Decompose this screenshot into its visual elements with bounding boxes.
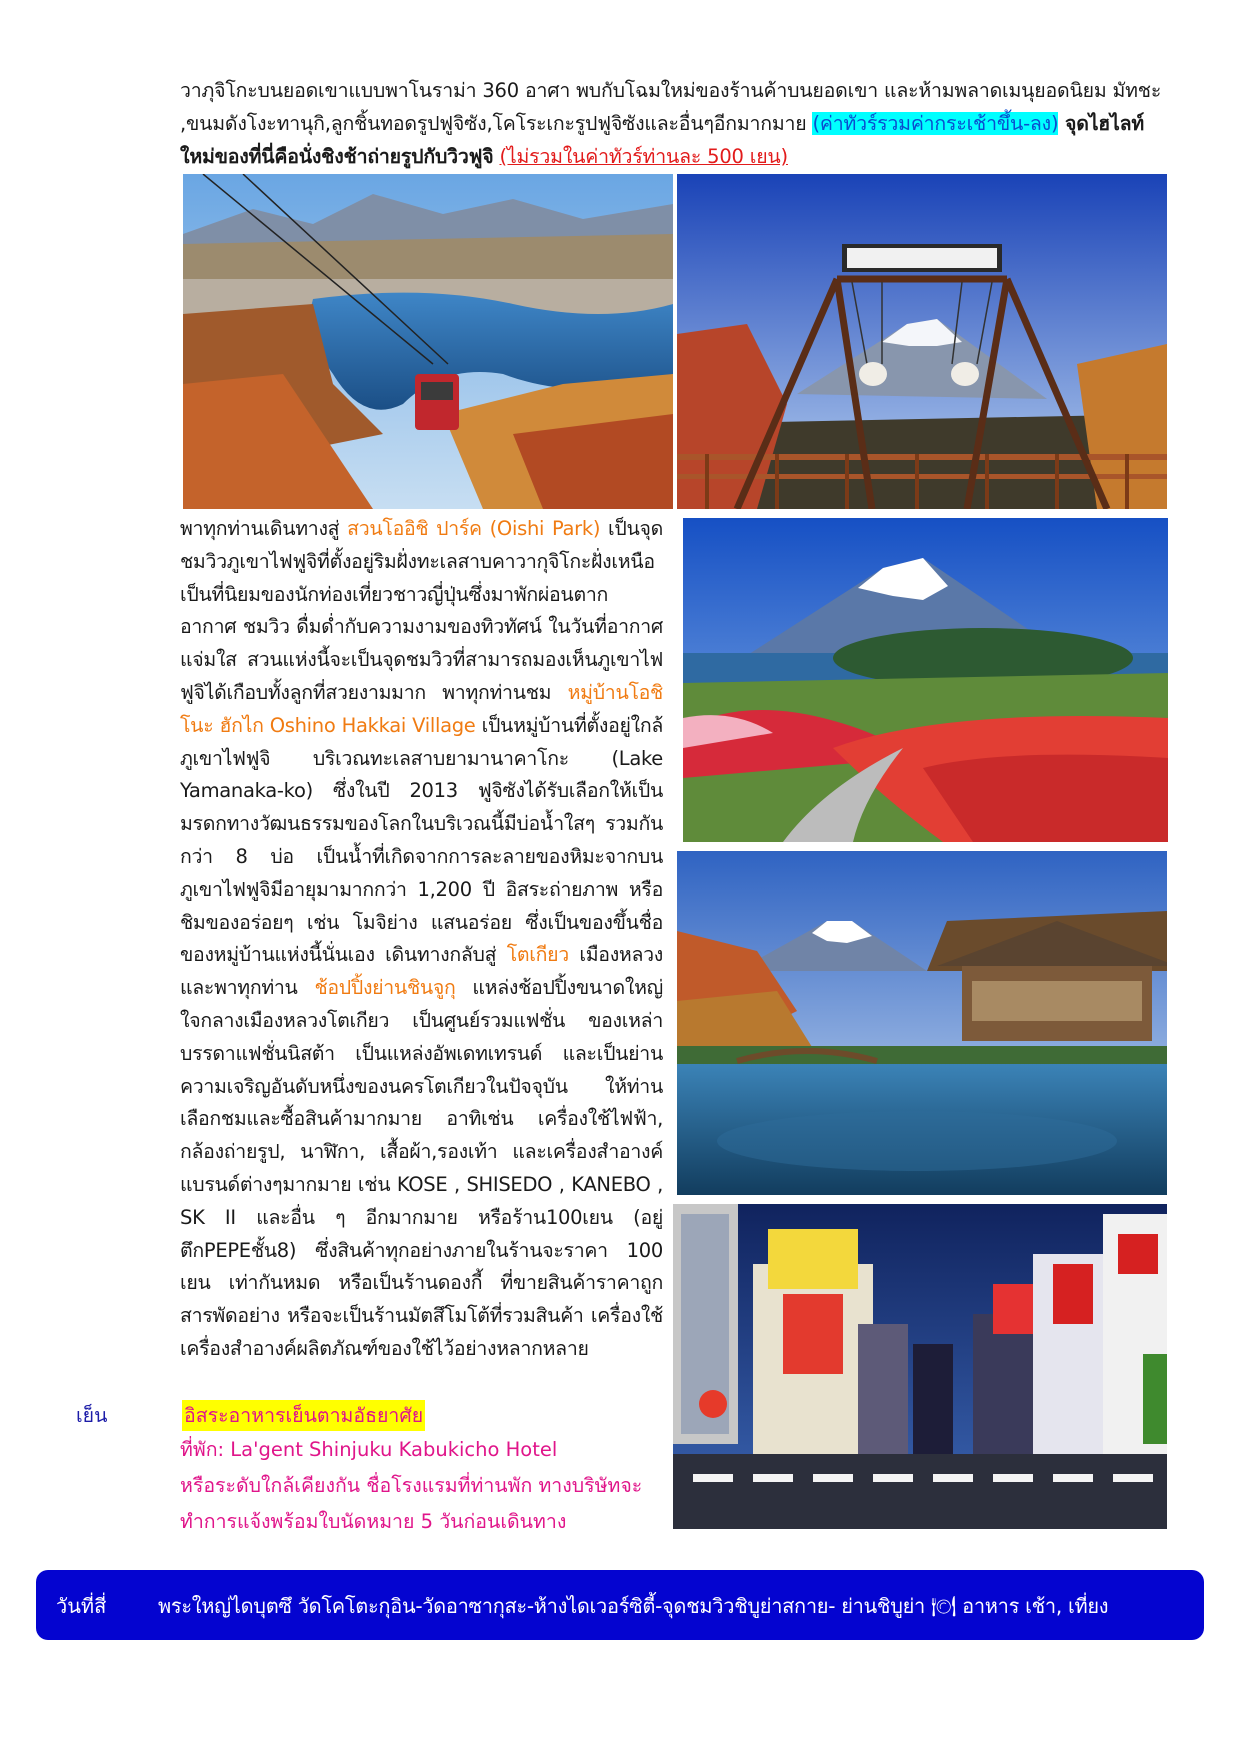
shinjuku-street-photo [673, 1204, 1167, 1529]
shinjuku-shopping-name: ช้อปปิ้งย่านชินจูกุ [314, 976, 456, 1000]
swing-price-note: (ไม่รวมในค่าทัวร์ท่านละ 500 เยน) [499, 145, 788, 168]
oishi-park-photo [683, 518, 1168, 842]
intro-paragraph [180, 74, 1170, 173]
evening-label: เย็น [76, 1404, 108, 1427]
ropeway-photo [183, 174, 673, 509]
hotel-note-2: ทำการแจ้งพร้อมใบนัดหมาย 5 วันก่อนเดินทาง [180, 1510, 567, 1533]
hotel-name: ที่พัก: La'gent Shinjuku Kabukicho Hotel [180, 1438, 558, 1461]
day-four-label: วันที่สี่ [56, 1594, 107, 1618]
intro-line1: วาภุจิโกะบนยอดเขาแบบพาโนราม่า 360 อาศา พบกับโฉมใหม่ของร้านค้าบนยอดเขา และห้ามพลาดเมนุยอดนิยม มัทชะ [180, 79, 1162, 102]
body-text-3: เป็นหมู่บ้านที่ตั้งอยู่ใกล้ภูเขาไฟฟูจิ บริเวณทะเลสาบยามานาคาโกะ (Lake Yamanaka-ko) ซึ่งในปี 2013 ฟูจิซังได้รับเลือกให้เป็นมรดกทางวัฒนธรรมของโลกในบริเวณนี้มีบ่อน้ำใสๆ รวมกันกว่า 8 บ่อ เป็นน้ำที่เกิดจากการละลายของหิมะจากบนภูเขาไฟฟูจิมีอายุมามากกว่า 1,200 ปี อิสระถ่ายภาพ หรือ ชิมของอร่อยๆ เช่น โมจิย่าง แสนอร่อย ซึ่งเป็นของขึ้นชื่อของหมู่บ้านแห่งนี้นั่นเอง เดินทางกลับสู่ [180, 713, 663, 967]
main-description [180, 513, 663, 1366]
oishi-park-name: สวนโออิชิ ปาร์ค (Oishi Park) [347, 517, 601, 540]
cable-car-note: (ค่าทัวร์รวมค่ากระเช้าขึ้น-ลง) [812, 112, 1059, 135]
highlight-text-b: ใหม่ของที่นี่คือนั่งชิงช้าถ่ายรูปกับวิวฟูจิ [180, 145, 494, 168]
body-text-2: เป็นจุดชมวิวภูเขาไฟฟูจิที่ตั้งอยู่ริมฝั่งทะเลสาบคาวากุจิโกะฝั่งเหนือ เป็นที่นิยมของนักท่องเที่ยวชาวญี่ปุ่นซึ่งมาพักผ่อนตากอากาศ ชมวิว ดื่มด่ำกับความงามของทิวทัศน์ ในวันที่อากาศแจ่มใส สวนแห่งนี้จะเป็นจุดชมวิวที่สามารถมองเห็นภูเขาไฟฟูจิได้เกือบทั้งลูกที่สวยงามมาก พาทุกท่านชม [180, 517, 663, 704]
tokyo-name: โตเกียว [506, 943, 569, 967]
intro-line2: ,ขนมดังโงะทานุกิ,ลูกชิ้นทอดรูปฟูจิซัง,โคโระเกะรูปฟูจิซังและอื่นๆอีกมากมาย [180, 112, 813, 135]
evening-meal-note: อิสระอาหารเย็นตามอัธยาศัย [182, 1400, 425, 1431]
body-text-4: เมืองหลวง และพาทุกท่าน [180, 943, 663, 1000]
hotel-note-1: หรือระดับใกล้เคียงกัน ชื่อโรงแรมที่ท่านพัก ทางบริษัทจะ [180, 1474, 643, 1497]
day-four-banner [36, 1570, 1204, 1640]
body-text-1: พาทุกท่านเดินทางสู่ [180, 517, 348, 540]
oshino-hakkai-photo [677, 851, 1167, 1195]
oshino-village-name: หมู่บ้านโอชิโนะ ฮักไก Oshino Hakkai Village [180, 680, 663, 737]
day-four-itinerary: พระใหญ่ไดบุตซึ วัดโคโตะกุอิน-วัดอาซากุสะ-ห้างไดเวอร์ซิตี้-จุดชมวิวชิบูย่าสกาย- ย่านชิบูย่า 🍽 อาหาร เช้า, เที่ยง [158, 1594, 1109, 1618]
hotel-info [180, 1432, 660, 1540]
swing-photo [677, 174, 1167, 509]
highlight-text-a: จุดไฮไลท์ [1058, 112, 1145, 135]
body-text-5: แหล่งช้อปปิ้งขนาดใหญ่ใจกลางเมืองหลวงโตเกียว เป็นศูนย์รวมแฟชั่น ของเหล่าบรรดาแฟชั่นนิสต้า เป็นแหล่งอัพเดทเทรนด์ และเป็นย่านความเจริญอันดับหนึ่งของนครโตเกียวในปัจจุบัน ให้ท่านเลือกชมและซื้อสินค้ามากมาย อาทิเช่น เครื่องใช้ไฟฟ้า, กล้องถ่ายรูป, นาฬิกา, เสื้อผ้า,รองเท้า และเครื่องสำอางค์แบรนด์ต่างๆมากมาย เช่น KOSE , SHISEDO , KANEBO , SK II และอื่น ๆ อีกมากมาย หรือร้าน100เยน (อยู่ตึกPEPEชั้น8) ซึ่งสินค้าทุกอย่างภายในร้านจะราคา 100 เยน เท่ากันหมด หรือเป็นร้านดองกี้ ที่ขายสินค้าราคาถูกสารพัดอย่าง หรือจะเป็นร้านมัตสึโมโต้ที่รวมสินค้า เครื่องใช้เครื่องสำอางค์ผลิตภัณฑ์ของใช้ไว้อย่างหลากหลาย [180, 976, 663, 1360]
